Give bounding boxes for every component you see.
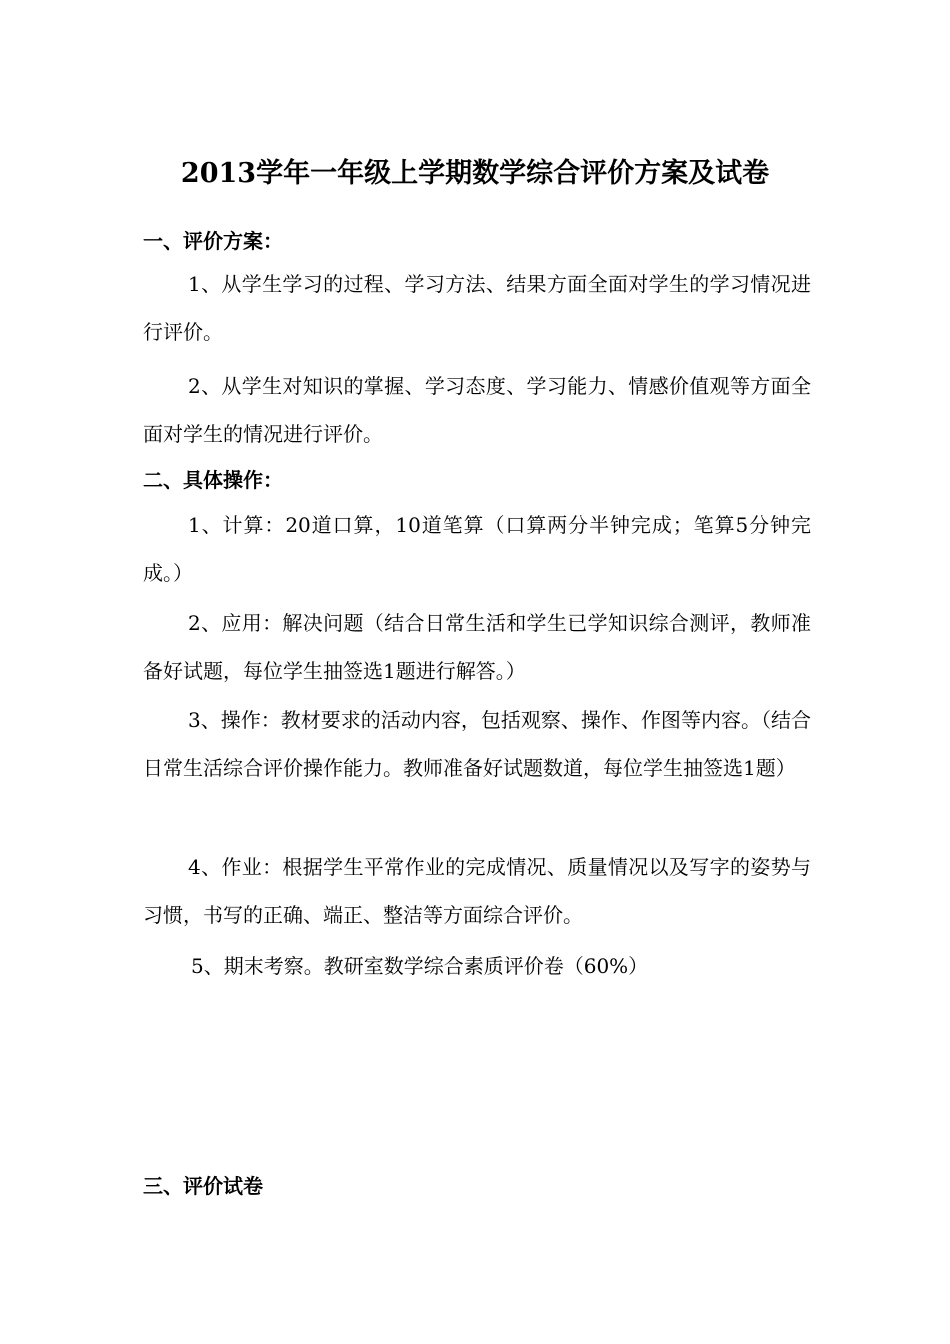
operation-item-3: 3、操作：教材要求的活动内容，包括观察、操作、作图等内容。（结合日常生活综合评价操作能力。教师准备好试题数道，每位学生抽签选1题） (143, 708, 811, 780)
document-title: 2013学年一年级上学期数学综合评价方案及试卷 (180, 158, 770, 189)
plan-item-2: 2、从学生对知识的掌握、学习态度、学习能力、情感价值观等方面全面对学生的情况进行评价。 (143, 374, 811, 446)
operation-item-4: 4、作业：根据学生平常作业的完成情况、质量情况以及写字的姿势与习惯，书写的正确、端正、整洁等方面综合评价。 (143, 855, 811, 927)
section-heading-operations: 二、具体操作： (143, 468, 283, 492)
operation-item-2: 2、应用：解决问题（结合日常生活和学生已学知识综合测评，教师准备好试题，每位学生抽签选1题进行解答。） (143, 611, 811, 683)
operation-item-1: 1、计算：20道口算，10道笔算（口算两分半钟完成；笔算5分钟完成。） (143, 513, 811, 585)
plan-item-1: 1、从学生学习的过程、学习方法、结果方面全面对学生的学习情况进行评价。 (143, 272, 811, 344)
section-heading-evaluation-plan: 一、评价方案： (143, 229, 283, 253)
section-heading-test-paper: 三、评价试卷 (143, 1174, 263, 1198)
operation-item-5: 5、期末考察。教研室数学综合素质评价卷（60%） (191, 954, 649, 978)
